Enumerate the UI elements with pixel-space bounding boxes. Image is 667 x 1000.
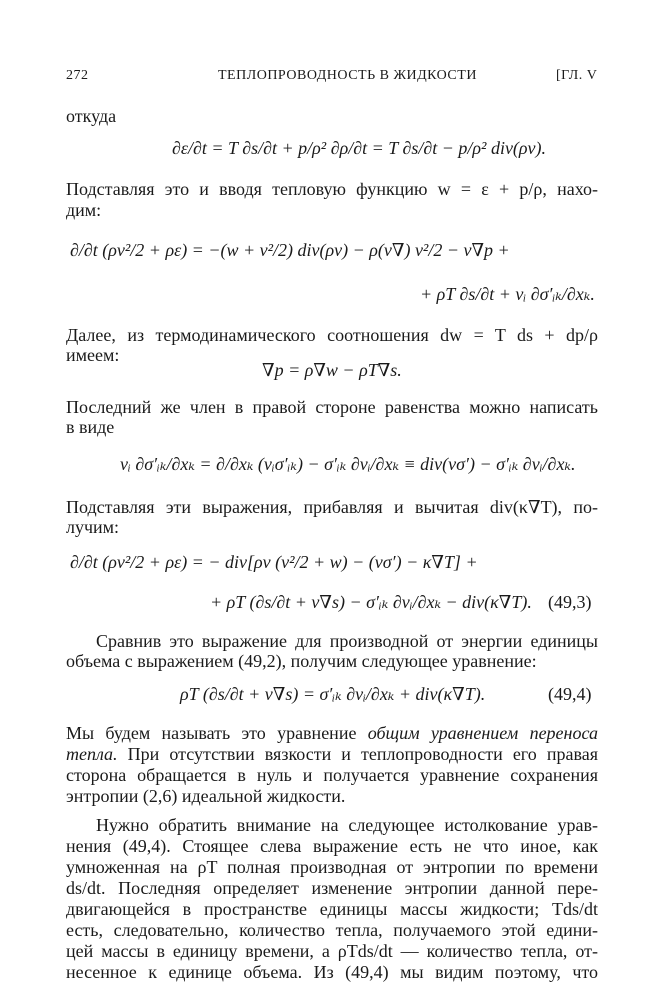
equation-line: + ρT (∂s/∂t + v∇s) − σ′ᵢₖ ∂vᵢ/∂xₖ − div(κ∇T). [210,592,532,612]
chapter-label: [ГЛ. V [556,68,598,83]
equation-line: ∂/∂t (ρv²/2 + ρε) = − div[ρv (v²/2 + w) − (vσ′) − κ∇T] + [70,552,478,572]
paragraph-line: Далее, из термодинамического соотношения dw = T ds + dp/ρ [66,325,598,345]
equation: vᵢ ∂σ′ᵢₖ/∂xₖ = ∂/∂xₖ (vᵢσ′ᵢₖ) − σ′ᵢₖ ∂vᵢ/∂xₖ ≡ div(vσ′) − σ′ᵢₖ ∂vᵢ/∂xₖ. [120,454,576,474]
equation-number: (49,4) [548,684,592,704]
paragraph-text: откуда [66,106,117,126]
paragraph-line: объема с выражением (49,2), получим следующее уравнение: [66,651,537,671]
paragraph-line [66,722,598,744]
equation: ∂ε/∂t = T ∂s/∂t + p/ρ² ∂ρ/∂t = T ∂s/∂t − p/ρ² div(ρv). [172,138,547,158]
paragraph-line: сторона обращается в нуль и получается уравнение сохранения [66,765,598,785]
text-run: При отсутствии вязкости и теплопроводности его правая [117,744,598,764]
running-title: ТЕПЛОПРОВОДНОСТЬ В ЖИДКОСТИ [218,68,477,83]
paragraph-line: Сравнив это выражение для производной от энергии единицы [96,631,598,651]
equation-number: (49,3) [548,592,592,612]
paragraph-line: Нужно обратить внимание на следующее истолкование урав- [96,815,598,835]
equation: ρT (∂s/∂t + v∇s) = σ′ᵢₖ ∂vᵢ/∂xₖ + div(κ∇T). [180,684,486,704]
paragraph-line: несенное к единице объема. Из (49,4) мы видим поэтому, что [66,962,598,982]
paragraph-line: имеем: [66,345,120,365]
emphasized-term: общим уравнением переноса [367,723,598,743]
paragraph-line: умноженная на ρT полная производная от энтропии по времени [66,857,598,877]
paragraph-line: есть, следовательно, количество тепла, получаемого этой едини- [66,920,598,940]
paragraph-line [66,743,598,765]
paragraph-line: лучим: [66,517,120,537]
paragraph-line: цей массы в единицу времени, а ρTds/dt — количество тепла, от- [66,941,598,961]
equation-line: + ρT ∂s/∂t + vᵢ ∂σ′ᵢₖ/∂xₖ. [420,284,595,304]
page-number: 272 [66,68,89,83]
paragraph-line: энтропии (2,6) идеальной жидкости. [66,786,346,806]
paragraph-line: в виде [66,417,115,437]
paragraph-line: Подставляя эти выражения, прибавляя и вычитая div(κ∇T), по- [66,497,598,517]
paragraph-line: ds/dt. Последняя определяет изменение энтропии данной пере- [66,878,598,898]
equation-line: ∂/∂t (ρv²/2 + ρε) = −(w + v²/2) div(ρv) − ρ(v∇) v²/2 − v∇p + [70,240,510,260]
text-run: Мы будем называть это уравнение [66,723,368,743]
paragraph-line: Подставляя это и вводя тепловую функцию w = ε + p/ρ, нахо- [66,179,598,199]
emphasized-term: тепла. [66,744,118,764]
paragraph-line: двигающейся в пространстве единицы массы жидкости; Tds/dt [66,899,598,919]
paragraph-line: дим: [66,200,102,220]
equation: ∇p = ρ∇w − ρT∇s. [262,360,402,380]
paragraph-line: нения (49,4). Стоящее слева выражение есть не что иное, как [66,836,598,856]
paragraph-line: Последний же член в правой стороне равенства можно написать [66,397,598,417]
